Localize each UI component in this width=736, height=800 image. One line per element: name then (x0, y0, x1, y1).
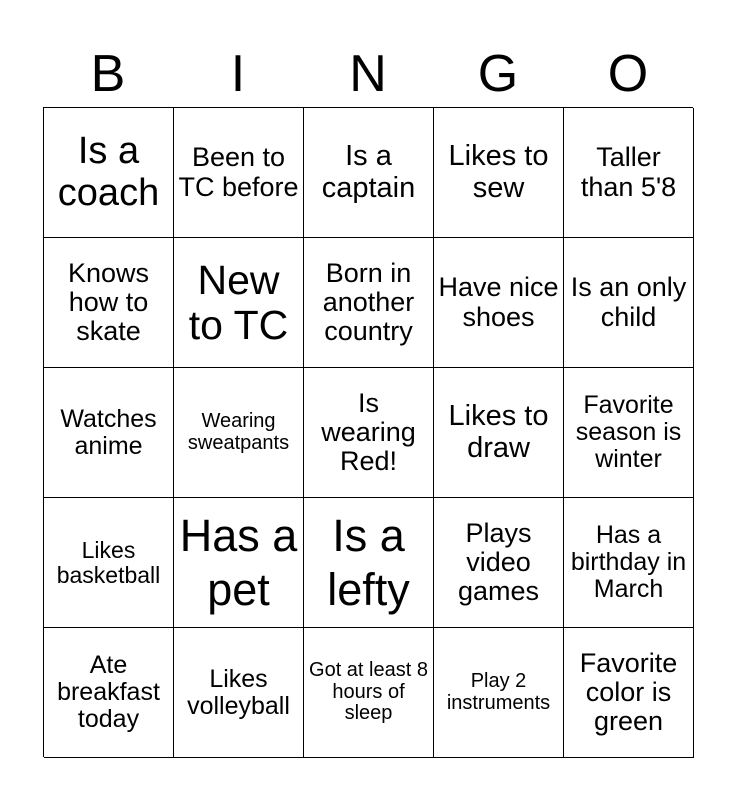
bingo-cell[interactable]: Taller than 5'8 (564, 108, 694, 238)
bingo-cell[interactable]: Got at least 8 hours of sleep (304, 628, 434, 758)
bingo-cell[interactable]: Has a birthday in March (564, 498, 694, 628)
bingo-cell[interactable]: Watches anime (44, 368, 174, 498)
bingo-cell[interactable]: Ate breakfast today (44, 628, 174, 758)
bingo-cell[interactable]: Likes to draw (434, 368, 564, 498)
bingo-cell[interactable]: Is a captain (304, 108, 434, 238)
header-letter-i: I (230, 45, 246, 103)
bingo-cell[interactable]: Is a coach (44, 108, 174, 238)
bingo-cell[interactable]: Likes to sew (434, 108, 564, 238)
bingo-cell[interactable]: Born in another country (304, 238, 434, 368)
bingo-cell[interactable]: Plays video games (434, 498, 564, 628)
bingo-cell[interactable]: Play 2 instruments (434, 628, 564, 758)
header-letter-o: O (607, 45, 649, 103)
bingo-cell[interactable]: Likes basketball (44, 498, 174, 628)
bingo-cell[interactable]: Wearing sweatpants (174, 368, 304, 498)
bingo-cell[interactable]: Knows how to skate (44, 238, 174, 368)
bingo-cell[interactable]: Been to TC before (174, 108, 304, 238)
bingo-header (43, 42, 693, 106)
bingo-cell[interactable]: Favorite season is winter (564, 368, 694, 498)
bingo-grid (43, 107, 693, 757)
bingo-cell[interactable]: Is an only child (564, 238, 694, 368)
header-letter-b: B (90, 45, 126, 103)
bingo-cell[interactable]: Is a lefty (304, 498, 434, 628)
header-letter-g: G (477, 45, 519, 103)
bingo-cell[interactable]: Has a pet (174, 498, 304, 628)
header-letter-n: N (349, 45, 387, 103)
bingo-cell[interactable]: New to TC (174, 238, 304, 368)
bingo-cell[interactable]: Is wearing Red! (304, 368, 434, 498)
bingo-cell[interactable]: Have nice shoes (434, 238, 564, 368)
bingo-cell[interactable]: Favorite color is green (564, 628, 694, 758)
bingo-cell[interactable]: Likes volleyball (174, 628, 304, 758)
